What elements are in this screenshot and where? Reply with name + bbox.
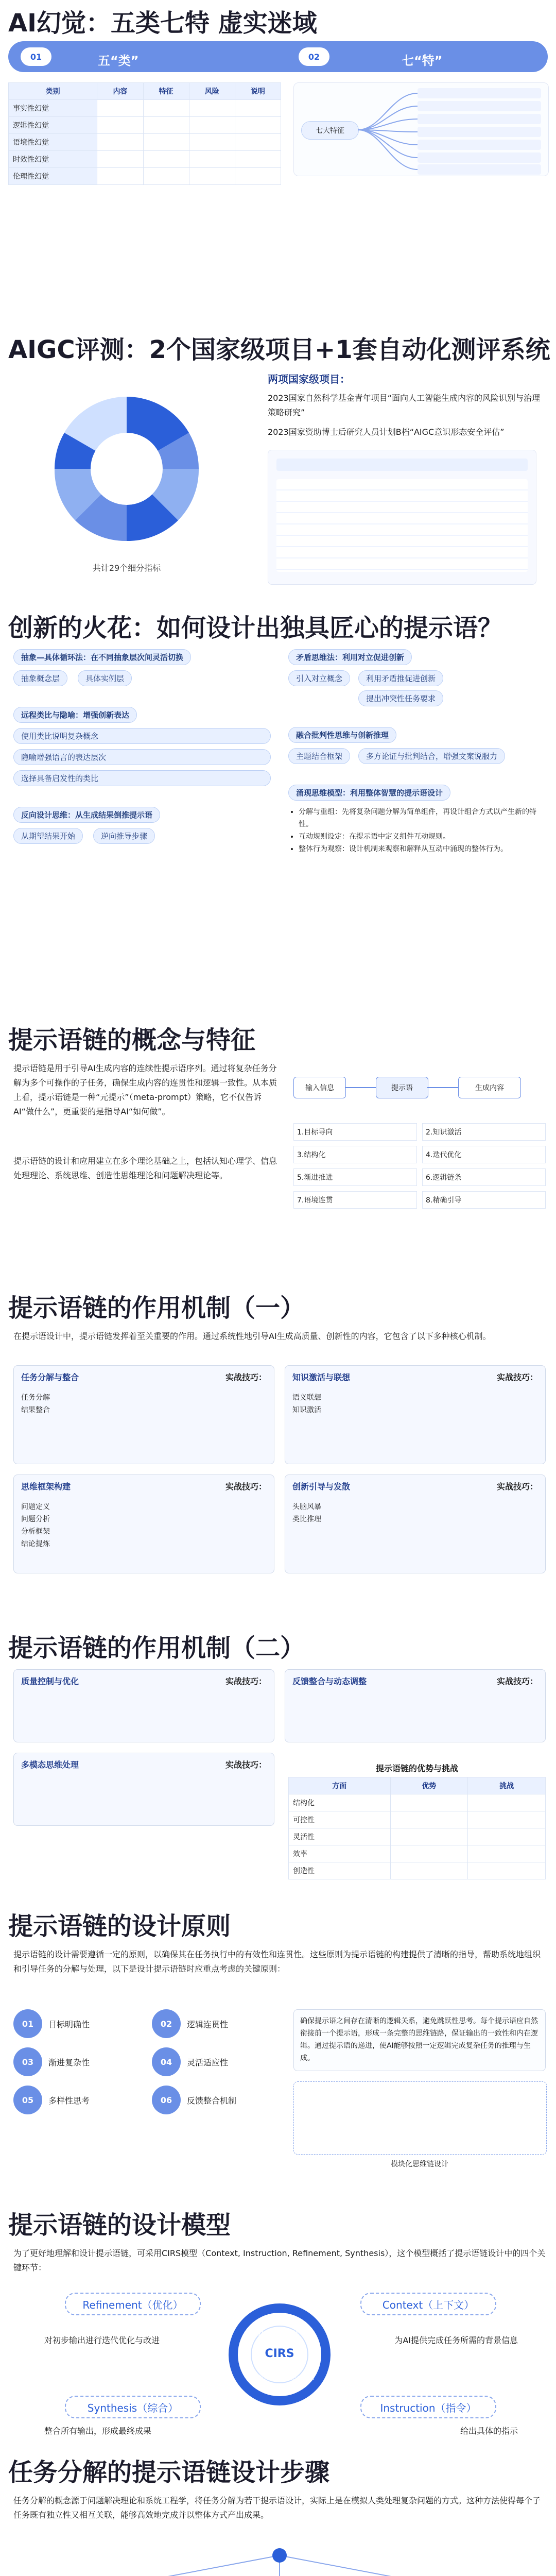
mechanism-block xyxy=(13,1669,274,1742)
section-chain-concept xyxy=(0,1020,556,1288)
trait-node xyxy=(418,101,541,111)
table-cell xyxy=(235,134,281,151)
table-cell xyxy=(189,168,235,185)
trait-card: 2.知识激活 xyxy=(422,1123,546,1141)
table-cell xyxy=(189,151,235,168)
table-row xyxy=(9,100,281,117)
side-item: 语义联想 xyxy=(292,1394,321,1402)
block-head: 远程类比与隐喻：增强创新表达 xyxy=(13,707,137,723)
th-aspect: 方面 xyxy=(289,1777,391,1794)
table-cell xyxy=(143,151,189,168)
table-cell: 语境性幻觉 xyxy=(9,134,97,151)
table-cell xyxy=(143,117,189,134)
block-items xyxy=(288,748,546,764)
pros-cons-table xyxy=(288,1777,546,1879)
tips-label: 实战技巧： xyxy=(225,1372,267,1382)
side-item: 结果整合 xyxy=(21,1406,50,1414)
principle-label: 逻辑连贯性 xyxy=(187,2019,229,2029)
section-title: 提示语链的设计模型 xyxy=(8,2211,231,2240)
section-creative xyxy=(0,608,556,1020)
table-cell xyxy=(390,1862,468,1879)
cirs-context: Context（上下文） xyxy=(360,2293,496,2315)
side-list xyxy=(292,1392,321,1416)
cirs-left-1: 对初步输出进行迭代优化与改进 xyxy=(44,2335,160,2345)
th-pros: 优势 xyxy=(390,1777,468,1794)
tips-label: 实战技巧： xyxy=(225,1676,267,1686)
cirs-desc: 为了更好地理解和设计提示语链，可采用CIRS模型（Context, Instruction, Refinement, Synthesis），这个模型概括了提示语链设计中的四个关键环节： xyxy=(13,2248,546,2273)
principle-item xyxy=(152,2047,281,2076)
table-row xyxy=(289,1845,546,1862)
table-row xyxy=(289,1794,546,1811)
trait-card: 3.结构化 xyxy=(293,1146,417,1163)
table-row xyxy=(289,1862,546,1879)
th-cons: 挑战 xyxy=(468,1777,546,1794)
th-risk: 风险 xyxy=(189,83,235,100)
list-item: • 整体行为观察：设计机制来观察和解释从互动中涌现的整体行为。 xyxy=(299,843,546,855)
table-row xyxy=(9,117,281,134)
block-subitems xyxy=(358,670,443,706)
mechanism-block xyxy=(285,1475,546,1573)
trait-node xyxy=(418,152,541,163)
section-title: AIGC评测：2个国家级项目+1套自动化测评系统 xyxy=(8,335,550,364)
table-cell xyxy=(97,151,143,168)
table-cell xyxy=(97,168,143,185)
donut-svg xyxy=(13,371,240,587)
ring-label: Instruction xyxy=(281,2374,315,2381)
cirs-right-2: 给出具体的指示 xyxy=(460,2426,518,2436)
cirs-instruction: Instruction（指令） xyxy=(360,2396,496,2418)
table-cell xyxy=(390,1794,468,1811)
mechanism-block xyxy=(13,1365,274,1464)
seven-traits-mindmap xyxy=(293,82,549,176)
section-cirs xyxy=(0,2205,556,2442)
block-items xyxy=(13,670,271,686)
trait-card: 4.迭代优化 xyxy=(422,1146,546,1163)
section-title: 提示语链的作用机制（一） xyxy=(8,1294,305,1323)
side-item: 结论提炼 xyxy=(21,1540,50,1548)
block-head: 质量控制与优化 xyxy=(21,1676,79,1686)
table-cell xyxy=(390,1811,468,1828)
mechanism-block xyxy=(13,1753,274,1826)
principles-desc: 提示语链的设计需要遵循一定的原则，以确保其在任务执行中的有效性和连贯性。这些原则为提示语链的构建提供了清晰的指导，帮助系统地组织和引导任务的分解与处理，以下是设计提示语链时应重点考虑的关键原则： xyxy=(13,1950,541,1974)
cirs-refinement: Refinement（优化） xyxy=(65,2293,201,2315)
traits-center-node: 七大特征 xyxy=(301,121,359,140)
table-cell xyxy=(235,168,281,185)
mechanism-block xyxy=(13,1475,274,1573)
screenshot-bar xyxy=(276,459,528,471)
title-pill xyxy=(8,41,548,72)
projects-block xyxy=(268,371,546,585)
principle-num: 05 xyxy=(13,2086,42,2114)
section-principles xyxy=(0,1906,556,2195)
th-content: 内容 xyxy=(97,83,143,100)
trait-node xyxy=(418,127,541,137)
block-head: 创新引导与发散 xyxy=(292,1482,351,1492)
section-title: 提示语链的概念与特征 xyxy=(8,1026,256,1055)
block-head: 任务分解与整合 xyxy=(21,1372,79,1382)
principle-label: 多样性思考 xyxy=(48,2095,90,2106)
section-number-01: 01 xyxy=(21,47,51,66)
block-head: 抽象—具体循环法：在不同抽象层次间灵活切换 xyxy=(13,649,191,665)
table-cell xyxy=(189,117,235,134)
side-item: 知识激活 xyxy=(292,1406,321,1414)
table-cell xyxy=(143,168,189,185)
block-item: 具体实例层 xyxy=(78,670,132,686)
block-item: 多方论证与批判结合，增强文案说服力 xyxy=(358,748,505,764)
table-row xyxy=(9,134,281,151)
block-item: 抽象概念层 xyxy=(13,670,67,686)
mechanism-desc: 在提示语设计中，提示语链发挥着至关重要的作用。通过系统性地引导AI生成高质量、创新性的内容，它包含了以下多种核心机制。 xyxy=(13,1331,491,1341)
block-head: 反向设计思维：从生成结果倒推提示语 xyxy=(13,807,160,823)
cirs-left-2: 整合所有输出，形成最终成果 xyxy=(44,2426,152,2436)
table-cell: 伦理性幻觉 xyxy=(9,168,97,185)
concept-desc-2: 提示语链的设计和应用建立在多个理论基础之上，包括认知心理学、信息处理理论、系统思维、创造性思维理论和问题解决理论等。 xyxy=(13,1156,277,1180)
block-item: 提出冲突性任务要求 xyxy=(358,690,443,706)
table-title: 提示语链的优势与挑战 xyxy=(375,1764,458,1773)
section-decompose xyxy=(0,2452,556,2576)
mechanism-block xyxy=(285,1365,546,1464)
flow-node: 提示语 xyxy=(376,1077,428,1098)
th-feature: 特征 xyxy=(143,83,189,100)
side-item: 任务分解 xyxy=(21,1394,50,1402)
section-mechanism-1 xyxy=(0,1288,556,1607)
donut-caption: 共计29个细分指标 xyxy=(92,563,161,573)
section-title: 提示语链的作用机制（二） xyxy=(8,1634,305,1663)
principle-num: 06 xyxy=(152,2086,181,2114)
trait-node xyxy=(418,164,541,175)
flow-node: 生成内容 xyxy=(458,1077,521,1098)
creative-right xyxy=(288,649,546,862)
table-cell: 时效性幻觉 xyxy=(9,151,97,168)
side-list xyxy=(292,1501,321,1526)
flow-arrow xyxy=(427,1087,458,1088)
section-title: 提示语链的设计原则 xyxy=(8,1912,231,1941)
trait-node xyxy=(418,140,541,150)
table-cell xyxy=(143,134,189,151)
ring-label: Refinement xyxy=(250,2374,286,2381)
table-cell: 可控性 xyxy=(289,1811,391,1828)
trait-card: 5.渐进推进 xyxy=(293,1168,417,1186)
block-item: 引入对立概念 xyxy=(288,670,350,686)
table-cell xyxy=(468,1828,546,1845)
table-cell xyxy=(97,134,143,151)
ring-label: Synthesis xyxy=(254,2329,284,2336)
th-category: 类别 xyxy=(9,83,97,100)
project-1: 2023国家自然科学基金青年项目“面向人工智能生成内容的风险识别与治理策略研究” xyxy=(268,393,541,417)
table-cell xyxy=(468,1794,546,1811)
principle-label: 渐进复杂性 xyxy=(48,2057,90,2067)
side-item: 问题分析 xyxy=(21,1515,50,1523)
five-kinds-title: 五“类” xyxy=(98,54,139,68)
cirs-right-1: 为AI提供完成任务所需的背景信息 xyxy=(394,2335,518,2345)
section-ai-hallucination xyxy=(0,0,556,185)
principle-num: 02 xyxy=(152,2009,181,2038)
table-cell xyxy=(390,1845,468,1862)
principle-label: 目标明确性 xyxy=(48,2019,90,2029)
principle-label: 反馈整合机制 xyxy=(187,2095,237,2106)
block-head: 反馈整合与动态调整 xyxy=(292,1676,367,1686)
block-item: 主题结合框架 xyxy=(288,748,350,764)
donut-chart xyxy=(13,371,240,587)
concept-desc-1: 提示语链是用于引导AI生成内容的连续性提示语序列。通过将复杂任务分解为多个可操作的子任务，确保生成内容的连贯性和逻辑一致性。从本质上看，提示语链是一种“元提示”（meta-prompt）策略，它不仅告诉AI“做什么”，更重要的是指导AI“如何做”。 xyxy=(13,1063,277,1116)
principle-item xyxy=(13,2009,143,2038)
trait-card: 1.目标导向 xyxy=(293,1123,417,1141)
principle-num: 01 xyxy=(13,2009,42,2038)
cirs-center: CIRS xyxy=(265,2347,294,2360)
section-aigc-eval xyxy=(0,330,556,598)
block-items xyxy=(13,828,271,844)
table-row xyxy=(289,1828,546,1845)
side-item: 分析框架 xyxy=(21,1528,50,1536)
side-list xyxy=(21,1392,50,1416)
table-cell xyxy=(97,100,143,117)
traits-grid xyxy=(293,1123,546,1209)
block-head: 矛盾思维法：利用对立促进创新 xyxy=(288,649,412,665)
trait-node xyxy=(418,88,541,98)
table-cell xyxy=(143,100,189,117)
table-cell xyxy=(235,100,281,117)
table-cell: 结构化 xyxy=(289,1794,391,1811)
trait-card: 7.语境连贯 xyxy=(293,1191,417,1209)
flow-node: 输入信息 xyxy=(293,1077,346,1098)
table-cell: 事实性幻觉 xyxy=(9,100,97,117)
section-title: 创新的火花：如何设计出独具匠心的提示语？ xyxy=(8,614,503,642)
th-note: 说明 xyxy=(235,83,281,100)
principle-item xyxy=(152,2086,281,2114)
block-item: 从期望结果开始 xyxy=(13,828,83,844)
table-cell: 逻辑性幻觉 xyxy=(9,117,97,134)
block-head: 涌现思维模型：利用整体智慧的提示语设计 xyxy=(288,785,450,801)
principle-item xyxy=(152,2009,281,2038)
table-row xyxy=(9,151,281,168)
table-cell xyxy=(189,100,235,117)
block-items xyxy=(13,728,271,786)
concept-flow xyxy=(293,1061,546,1118)
section-number-02: 02 xyxy=(299,47,329,66)
cirs-diagram xyxy=(13,2282,546,2437)
table-row xyxy=(289,1811,546,1828)
tips-label: 实战技巧： xyxy=(496,1482,538,1492)
tips-label: 实战技巧： xyxy=(225,1760,267,1770)
section-title: AI幻觉：五类七特 虚实迷域 xyxy=(8,9,317,38)
five-kinds-table xyxy=(8,82,281,227)
block-item: 逆向推导步骤 xyxy=(93,828,155,844)
block-head: 知识激活与联想 xyxy=(292,1372,351,1382)
table-cell: 创造性 xyxy=(289,1862,391,1879)
principles-grid xyxy=(13,2009,281,2114)
principle-num: 03 xyxy=(13,2047,42,2076)
principle-num: 04 xyxy=(152,2047,181,2076)
projects-title: 两项国家级项目： xyxy=(268,373,350,385)
section-title: 任务分解的提示语链设计步骤 xyxy=(8,2458,330,2487)
table-cell xyxy=(468,1845,546,1862)
tips-label: 实战技巧： xyxy=(496,1676,538,1686)
ring-label: Context xyxy=(281,2329,306,2336)
creative-left xyxy=(13,649,271,844)
block-head: 思维框架构建 xyxy=(21,1482,71,1492)
side-item: 问题定义 xyxy=(21,1503,50,1511)
seven-traits-title: 七“特” xyxy=(402,54,443,68)
screenshot-list xyxy=(276,479,528,572)
task-network xyxy=(13,2545,546,2576)
decompose-desc: 任务分解的概念源于问题解决理论和系统工程学，将任务分解为若干提示语设计，实际上是在模拟人类处理复杂问题的方式。这种方法使得每个子任务既有独立性又相互关联，能够高效地完成并以整体方式产出成果。 xyxy=(13,2496,541,2520)
block-head: 多模态思维处理 xyxy=(21,1760,79,1770)
pros-cons-table-wrap xyxy=(288,1762,546,1879)
tips-label: 实战技巧： xyxy=(496,1372,538,1382)
mechanism-block xyxy=(285,1669,546,1742)
principle-callout: 确保提示语之间存在清晰的逻辑关系，避免跳跃性思考。每个提示语应自然衔接前一个提示语，形成一条完整的思维链路，保证输出的一致性和内在逻辑。通过提示语的递进，使AI能够按照一定逻辑完成复杂任务的推理与生成。 xyxy=(293,2009,546,2071)
project-2: 2023国家资助博士后研究人员计划B档“AIGC意识形态安全评估” xyxy=(268,427,505,437)
flow-arrow xyxy=(345,1087,376,1088)
section-mechanism-2 xyxy=(0,1628,556,1896)
block-list xyxy=(288,806,546,855)
block-item: 使用类比说明复杂概念 xyxy=(13,728,271,744)
table-cell xyxy=(235,117,281,134)
principle-item xyxy=(13,2086,143,2114)
tips-label: 实战技巧： xyxy=(225,1482,267,1492)
diagram-caption: 模块化思维链设计 xyxy=(391,2160,448,2168)
block-items xyxy=(288,670,546,706)
trait-node xyxy=(418,114,541,124)
system-screenshot xyxy=(268,450,536,585)
trait-card: 6.逻辑链条 xyxy=(422,1168,546,1186)
table-cell xyxy=(390,1828,468,1845)
table-cell: 灵活性 xyxy=(289,1828,391,1845)
mechanism-blocks xyxy=(13,1365,546,1573)
table-cell xyxy=(189,134,235,151)
principle-item xyxy=(13,2047,143,2076)
block-head: 融合批判性思维与创新推理 xyxy=(288,727,396,743)
side-list xyxy=(21,1501,50,1550)
modular-diagram xyxy=(293,2081,547,2155)
list-item: • 分解与重组：先将复杂问题分解为简单组件，再设计组合方式以产生新的特性。 xyxy=(299,806,546,831)
principle-label: 灵活适应性 xyxy=(187,2057,229,2067)
network-svg xyxy=(13,2545,546,2576)
table-cell xyxy=(468,1811,546,1828)
table-row xyxy=(9,168,281,185)
table-cell xyxy=(235,151,281,168)
block-item: 选择具备启发性的类比 xyxy=(13,770,271,786)
block-item: 隐喻增强语言的表达层次 xyxy=(13,749,271,765)
cirs-synthesis: Synthesis（综合） xyxy=(65,2396,201,2418)
side-item: 类比推理 xyxy=(292,1515,321,1523)
table-cell xyxy=(468,1862,546,1879)
block-item: 利用矛盾推促进创新 xyxy=(358,670,443,686)
table-cell: 效率 xyxy=(289,1845,391,1862)
table-cell xyxy=(97,117,143,134)
side-item: 头脑风暴 xyxy=(292,1503,321,1511)
trait-card: 8.精确引导 xyxy=(422,1191,546,1209)
list-item: • 互动规则设定：在提示语中定义组件互动规则。 xyxy=(299,831,546,843)
